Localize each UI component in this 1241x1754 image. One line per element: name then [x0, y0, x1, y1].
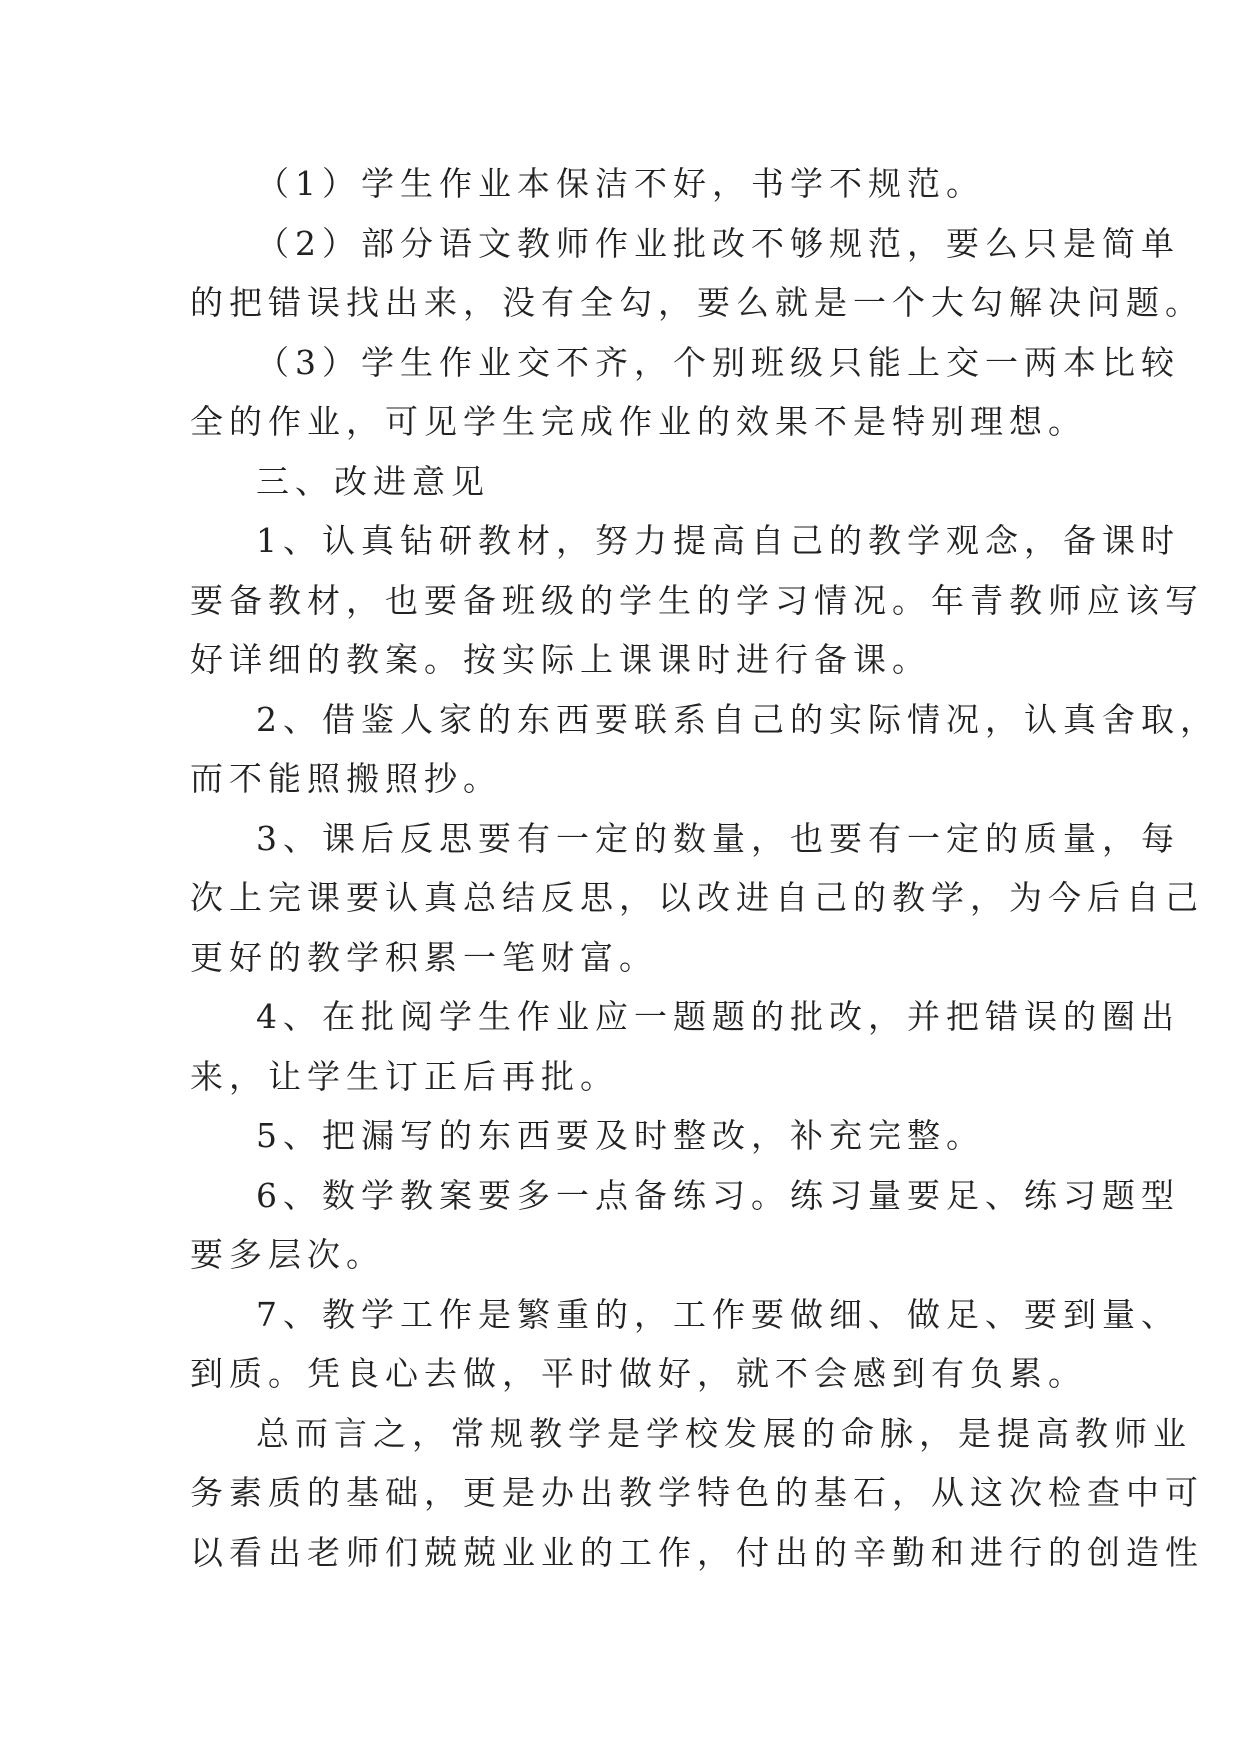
paragraph-line: 更好的教学积累一笔财富。 [190, 937, 658, 977]
paragraph-line: 4、在批阅学生作业应一题题的批改，并把错误的圈出 [256, 997, 1180, 1036]
paragraph-line: 次上完课要认真总结反思，以改进自己的教学，为今后自己 [190, 878, 1204, 917]
paragraph-line: 要备教材，也要备班级的学生的学习情况。年青教师应该写 [190, 580, 1204, 620]
paragraph-line: 7、教学工作是繁重的，工作要做细、做足、要到量、 [256, 1294, 1180, 1334]
paragraph-line: 务素质的基础，更是办出教学特色的基石，从这次检查中可 [190, 1473, 1204, 1512]
paragraph-line: 来，让学生订正后再批。 [190, 1056, 619, 1096]
paragraph-line: （3）学生作业交不齐，个别班级只能上交一两本比较 [256, 342, 1180, 382]
document-body [190, 154, 1219, 1582]
paragraph-line: 3、课后反思要有一定的数量，也要有一定的质量，每 [256, 818, 1180, 858]
paragraph-line: 以看出老师们兢兢业业的工作，付出的辛勤和进行的创造性 [190, 1532, 1204, 1572]
paragraph-line: 6、数学教案要多一点备练习。练习量要足、练习题型 [256, 1175, 1180, 1215]
paragraph-line: 而不能照搬照抄。 [190, 759, 502, 798]
section-heading: 三、改进意见 [256, 461, 490, 501]
paragraph-line: （2）部分语文教师作业批改不够规范，要么只是简单 [256, 223, 1180, 263]
paragraph-line: 全的作业，可见学生完成作业的效果不是特别理想。 [190, 402, 1087, 441]
paragraph-line: 5、把漏写的东西要及时整改，补充完整。 [256, 1116, 985, 1155]
paragraph-line: 的把错误找出来，没有全勾，要么就是一个大勾解决问题。 [190, 283, 1204, 322]
paragraph-line: 要多层次。 [190, 1235, 385, 1274]
paragraph-line: 好详细的教案。按实际上课课时进行备课。 [190, 640, 931, 679]
paragraph-line: 到质。凭良心去做，平时做好，就不会感到有负累。 [190, 1354, 1087, 1393]
paragraph-line: 总而言之，常规教学是学校发展的命脉，是提高教师业 [256, 1413, 1192, 1453]
paragraph-line: 1、认真钻研教材，努力提高自己的教学观念，备课时 [256, 521, 1180, 560]
paragraph-line: （1）学生作业本保洁不好，书学不规范。 [256, 164, 985, 203]
paragraph-line: 2、借鉴人家的东西要联系自己的实际情况，认真舍取， [256, 699, 1219, 739]
